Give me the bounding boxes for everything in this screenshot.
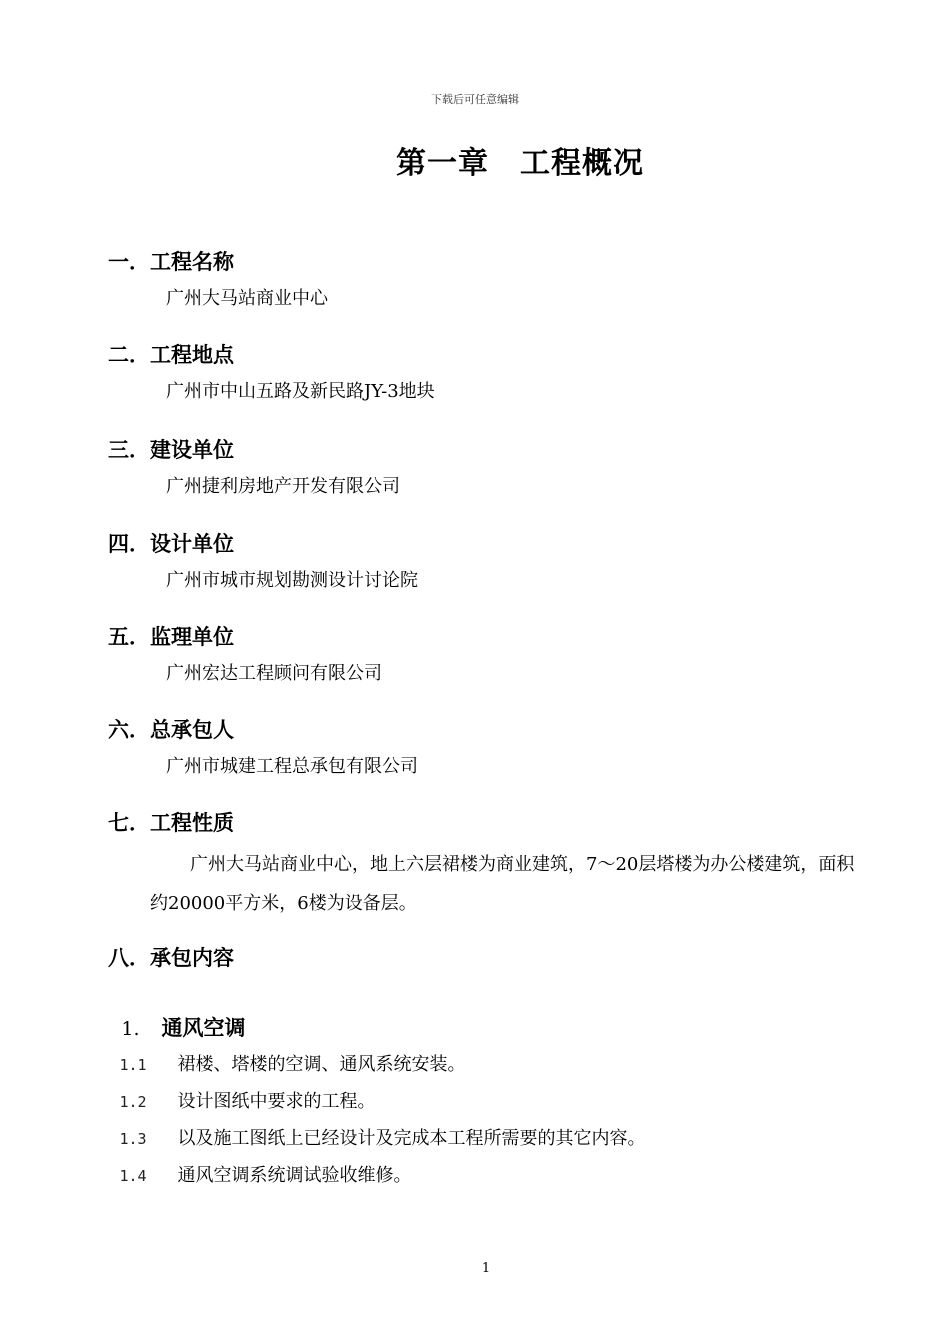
chapter-title: 第一章 工程概况 bbox=[396, 146, 644, 181]
section-body-client: 广州捷利房地产开发有限公司 bbox=[166, 476, 400, 497]
section-heading-project-name: 一．工程名称 bbox=[108, 250, 234, 274]
section-heading-general-contractor: 六．总承包人 bbox=[108, 718, 234, 742]
list-item-text: 以及施工图纸上已经设计及完成本工程所需要的其它内容。 bbox=[177, 1128, 646, 1149]
list-item-number: 1.3 bbox=[119, 1130, 147, 1148]
section-body-general-contractor: 广州市城建工程总承包有限公司 bbox=[166, 756, 418, 777]
list-item-number: 1.1 bbox=[119, 1056, 147, 1074]
subsection-title: 通风空调 bbox=[161, 1016, 246, 1040]
section-heading-designer: 四．设计单位 bbox=[108, 532, 234, 556]
list-item-number: 1.4 bbox=[119, 1167, 147, 1185]
page-header-note: 下载后可任意编辑 bbox=[431, 93, 519, 106]
list-item bbox=[108, 1140, 411, 1187]
section-body-designer: 广州市城市规划勘测设计讨论院 bbox=[166, 570, 418, 591]
section-heading-project-location: 二．工程地点 bbox=[108, 343, 234, 367]
section-heading-project-nature: 七．工程性质 bbox=[108, 811, 234, 835]
page-number: 1 bbox=[481, 1261, 491, 1276]
subsection-number: 1. bbox=[121, 1018, 140, 1040]
list-item-text: 通风空调系统调试验收维修。 bbox=[177, 1165, 412, 1186]
section-heading-supervisor: 五．监理单位 bbox=[108, 625, 234, 649]
list-item-number: 1.2 bbox=[119, 1093, 147, 1111]
section-heading-contract-scope: 八．承包内容 bbox=[108, 946, 234, 970]
list-item-text: 设计图纸中要求的工程。 bbox=[177, 1091, 376, 1112]
section-body-project-location: 广州市中山五路及新民路JY-3地块 bbox=[166, 381, 435, 402]
section-body-project-nature: 广州大马站商业中心，地上六层裙楼为商业建筑，7～20层塔楼为办公楼建筑，面积约20000平方米，6楼为设备层。 bbox=[150, 854, 855, 914]
list-item-text: 裙楼、塔楼的空调、通风系统安装。 bbox=[177, 1054, 466, 1075]
section-body-supervisor: 广州宏达工程顾问有限公司 bbox=[166, 663, 382, 684]
section-body-project-name: 广州大马站商业中心 bbox=[166, 288, 328, 309]
section-heading-client: 三．建设单位 bbox=[108, 438, 234, 462]
